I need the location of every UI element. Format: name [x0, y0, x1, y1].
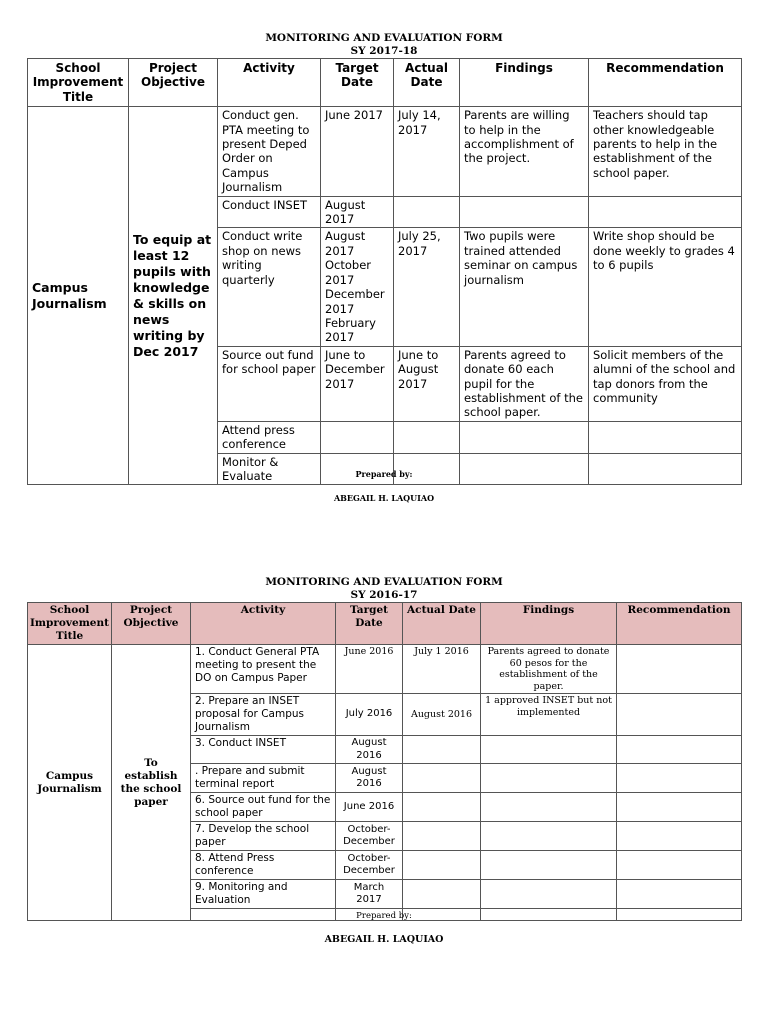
- target-date-cell: August 2017: [321, 196, 394, 228]
- recommendation-cell: Write shop should be done weekly to grades 4 to 6 pupils: [589, 228, 742, 346]
- findings-cell: [481, 736, 617, 764]
- recommendation-cell: [617, 851, 742, 880]
- actual-date-cell: [394, 196, 460, 228]
- prepared-by-label: Prepared by:: [355, 469, 413, 479]
- monitoring-table: [27, 602, 742, 921]
- activity-cell: Monitor & Evaluate: [218, 453, 321, 485]
- findings-cell: [481, 880, 617, 909]
- header-target-date: Target Date: [321, 59, 394, 107]
- preparer-name: ABEGAIL H. LAQUIAO: [324, 934, 444, 945]
- target-date-cell: June to December 2017: [321, 346, 394, 421]
- target-date-cell: August 2017 October 2017 December 2017 February 2017: [321, 228, 394, 346]
- recommendation-cell: [617, 764, 742, 793]
- activity-cell: 2. Prepare an INSET proposal for Campus Journalism: [191, 694, 336, 736]
- findings-cell: [460, 196, 589, 228]
- findings-cell: Parents are willing to help in the accomplishment of the project.: [460, 107, 589, 196]
- form-school-year: SY 2016-17: [350, 589, 418, 601]
- header-actual-date: Actual Date: [394, 59, 460, 107]
- form-2017-18: [27, 32, 741, 485]
- recommendation-cell: [617, 694, 742, 736]
- header-recommendation: Recommendation: [617, 603, 742, 645]
- header-target-date: Target Date: [336, 603, 403, 645]
- actual-date-cell: [394, 421, 460, 453]
- activity-cell: 9. Monitoring and Evaluation: [191, 880, 336, 909]
- recommendation-cell: [617, 822, 742, 851]
- activity-cell: 1. Conduct General PTA meeting to present the DO on Campus Paper: [191, 645, 336, 694]
- target-date-cell: March 2017: [336, 880, 403, 909]
- prepared-by-label: Prepared by:: [356, 911, 412, 921]
- form-school-year: SY 2017-18: [350, 45, 418, 57]
- recommendation-cell: [589, 421, 742, 453]
- target-date-cell: June 2016: [336, 645, 403, 694]
- header-findings: Findings: [460, 59, 589, 107]
- target-date-cell: October-December: [336, 822, 403, 851]
- target-date-cell: August 2016: [336, 764, 403, 793]
- form-title: MONITORING AND EVALUATION FORM: [265, 32, 503, 44]
- actual-date-cell: [403, 851, 481, 880]
- findings-cell: [481, 793, 617, 822]
- activity-cell: 7. Develop the school paper: [191, 822, 336, 851]
- table-row: [28, 107, 742, 196]
- findings-cell: [481, 851, 617, 880]
- header-findings: Findings: [481, 603, 617, 645]
- actual-date-cell: [403, 793, 481, 822]
- findings-cell: 1 approved INSET but not implemented: [481, 694, 617, 736]
- activity-cell: Conduct gen. PTA meeting to present Deped Order on Campus Journalism: [218, 107, 321, 196]
- actual-date-cell: [403, 880, 481, 909]
- activity-cell: Conduct INSET: [218, 196, 321, 228]
- header-activity: Activity: [191, 603, 336, 645]
- project-objective-cell: To establish the school paper: [112, 645, 191, 921]
- actual-date-cell: June to August 2017: [394, 346, 460, 421]
- actual-date-cell: [403, 822, 481, 851]
- recommendation-cell: [617, 793, 742, 822]
- activity-cell: Conduct write shop on news writing quarterly: [218, 228, 321, 346]
- actual-date-cell: July 25, 2017: [394, 228, 460, 346]
- target-date-cell: July 2016: [336, 694, 403, 736]
- target-date-cell: October-December: [336, 851, 403, 880]
- findings-cell: Two pupils were trained attended seminar on campus journalism: [460, 228, 589, 346]
- activity-cell: 3. Conduct INSET: [191, 736, 336, 764]
- header-school-improvement-title: School Improvement Title: [28, 603, 112, 645]
- recommendation-cell: Teachers should tap other knowledgeable parents to help in the establishment of the school paper.: [589, 107, 742, 196]
- school-improvement-title-cell: Campus Journalism: [28, 107, 129, 485]
- header-project-objective: Project Objective: [129, 59, 218, 107]
- recommendation-cell: [617, 880, 742, 909]
- target-date-cell: June 2016: [336, 793, 403, 822]
- header-school-improvement-title: School Improvement Title: [28, 59, 129, 107]
- recommendation-cell: [617, 736, 742, 764]
- table-row: [28, 645, 742, 694]
- activity-cell: . Prepare and submit terminal report: [191, 764, 336, 793]
- school-improvement-title-cell: Campus Journalism: [28, 645, 112, 921]
- header-recommendation: Recommendation: [589, 59, 742, 107]
- findings-cell: Parents agreed to donate 60 each pupil for the establishment of the school paper.: [460, 346, 589, 421]
- monitoring-table: [27, 58, 742, 485]
- findings-cell: [481, 764, 617, 793]
- activity-cell: 6. Source out fund for the school paper: [191, 793, 336, 822]
- findings-cell: Parents agreed to donate 60 pesos for the establishment of the paper.: [481, 645, 617, 694]
- target-date-cell: June 2017: [321, 107, 394, 196]
- project-objective-cell: To equip at least 12 pupils with knowledge & skills on news writing by Dec 2017: [129, 107, 218, 485]
- recommendation-cell: [617, 645, 742, 694]
- form-title: MONITORING AND EVALUATION FORM: [265, 576, 503, 588]
- actual-date-cell: July 1 2016: [403, 645, 481, 694]
- actual-date-cell: July 14, 2017: [394, 107, 460, 196]
- findings-cell: [481, 822, 617, 851]
- recommendation-cell: [589, 196, 742, 228]
- actual-date-cell: [403, 736, 481, 764]
- form-2016-17: [27, 576, 741, 921]
- preparer-name: ABEGAIL H. LAQUIAO: [333, 493, 435, 503]
- target-date-cell: [321, 421, 394, 453]
- findings-cell: [460, 421, 589, 453]
- header-actual-date: Actual Date: [403, 603, 481, 645]
- activity-cell: Source out fund for school paper: [218, 346, 321, 421]
- header-project-objective: Project Objective: [112, 603, 191, 645]
- activity-cell: 8. Attend Press conference: [191, 851, 336, 880]
- actual-date-cell: August 2016: [403, 694, 481, 736]
- activity-cell: Attend press conference: [218, 421, 321, 453]
- target-date-cell: August 2016: [336, 736, 403, 764]
- header-activity: Activity: [218, 59, 321, 107]
- recommendation-cell: Solicit members of the alumni of the school and tap donors from the community: [589, 346, 742, 421]
- actual-date-cell: [403, 764, 481, 793]
